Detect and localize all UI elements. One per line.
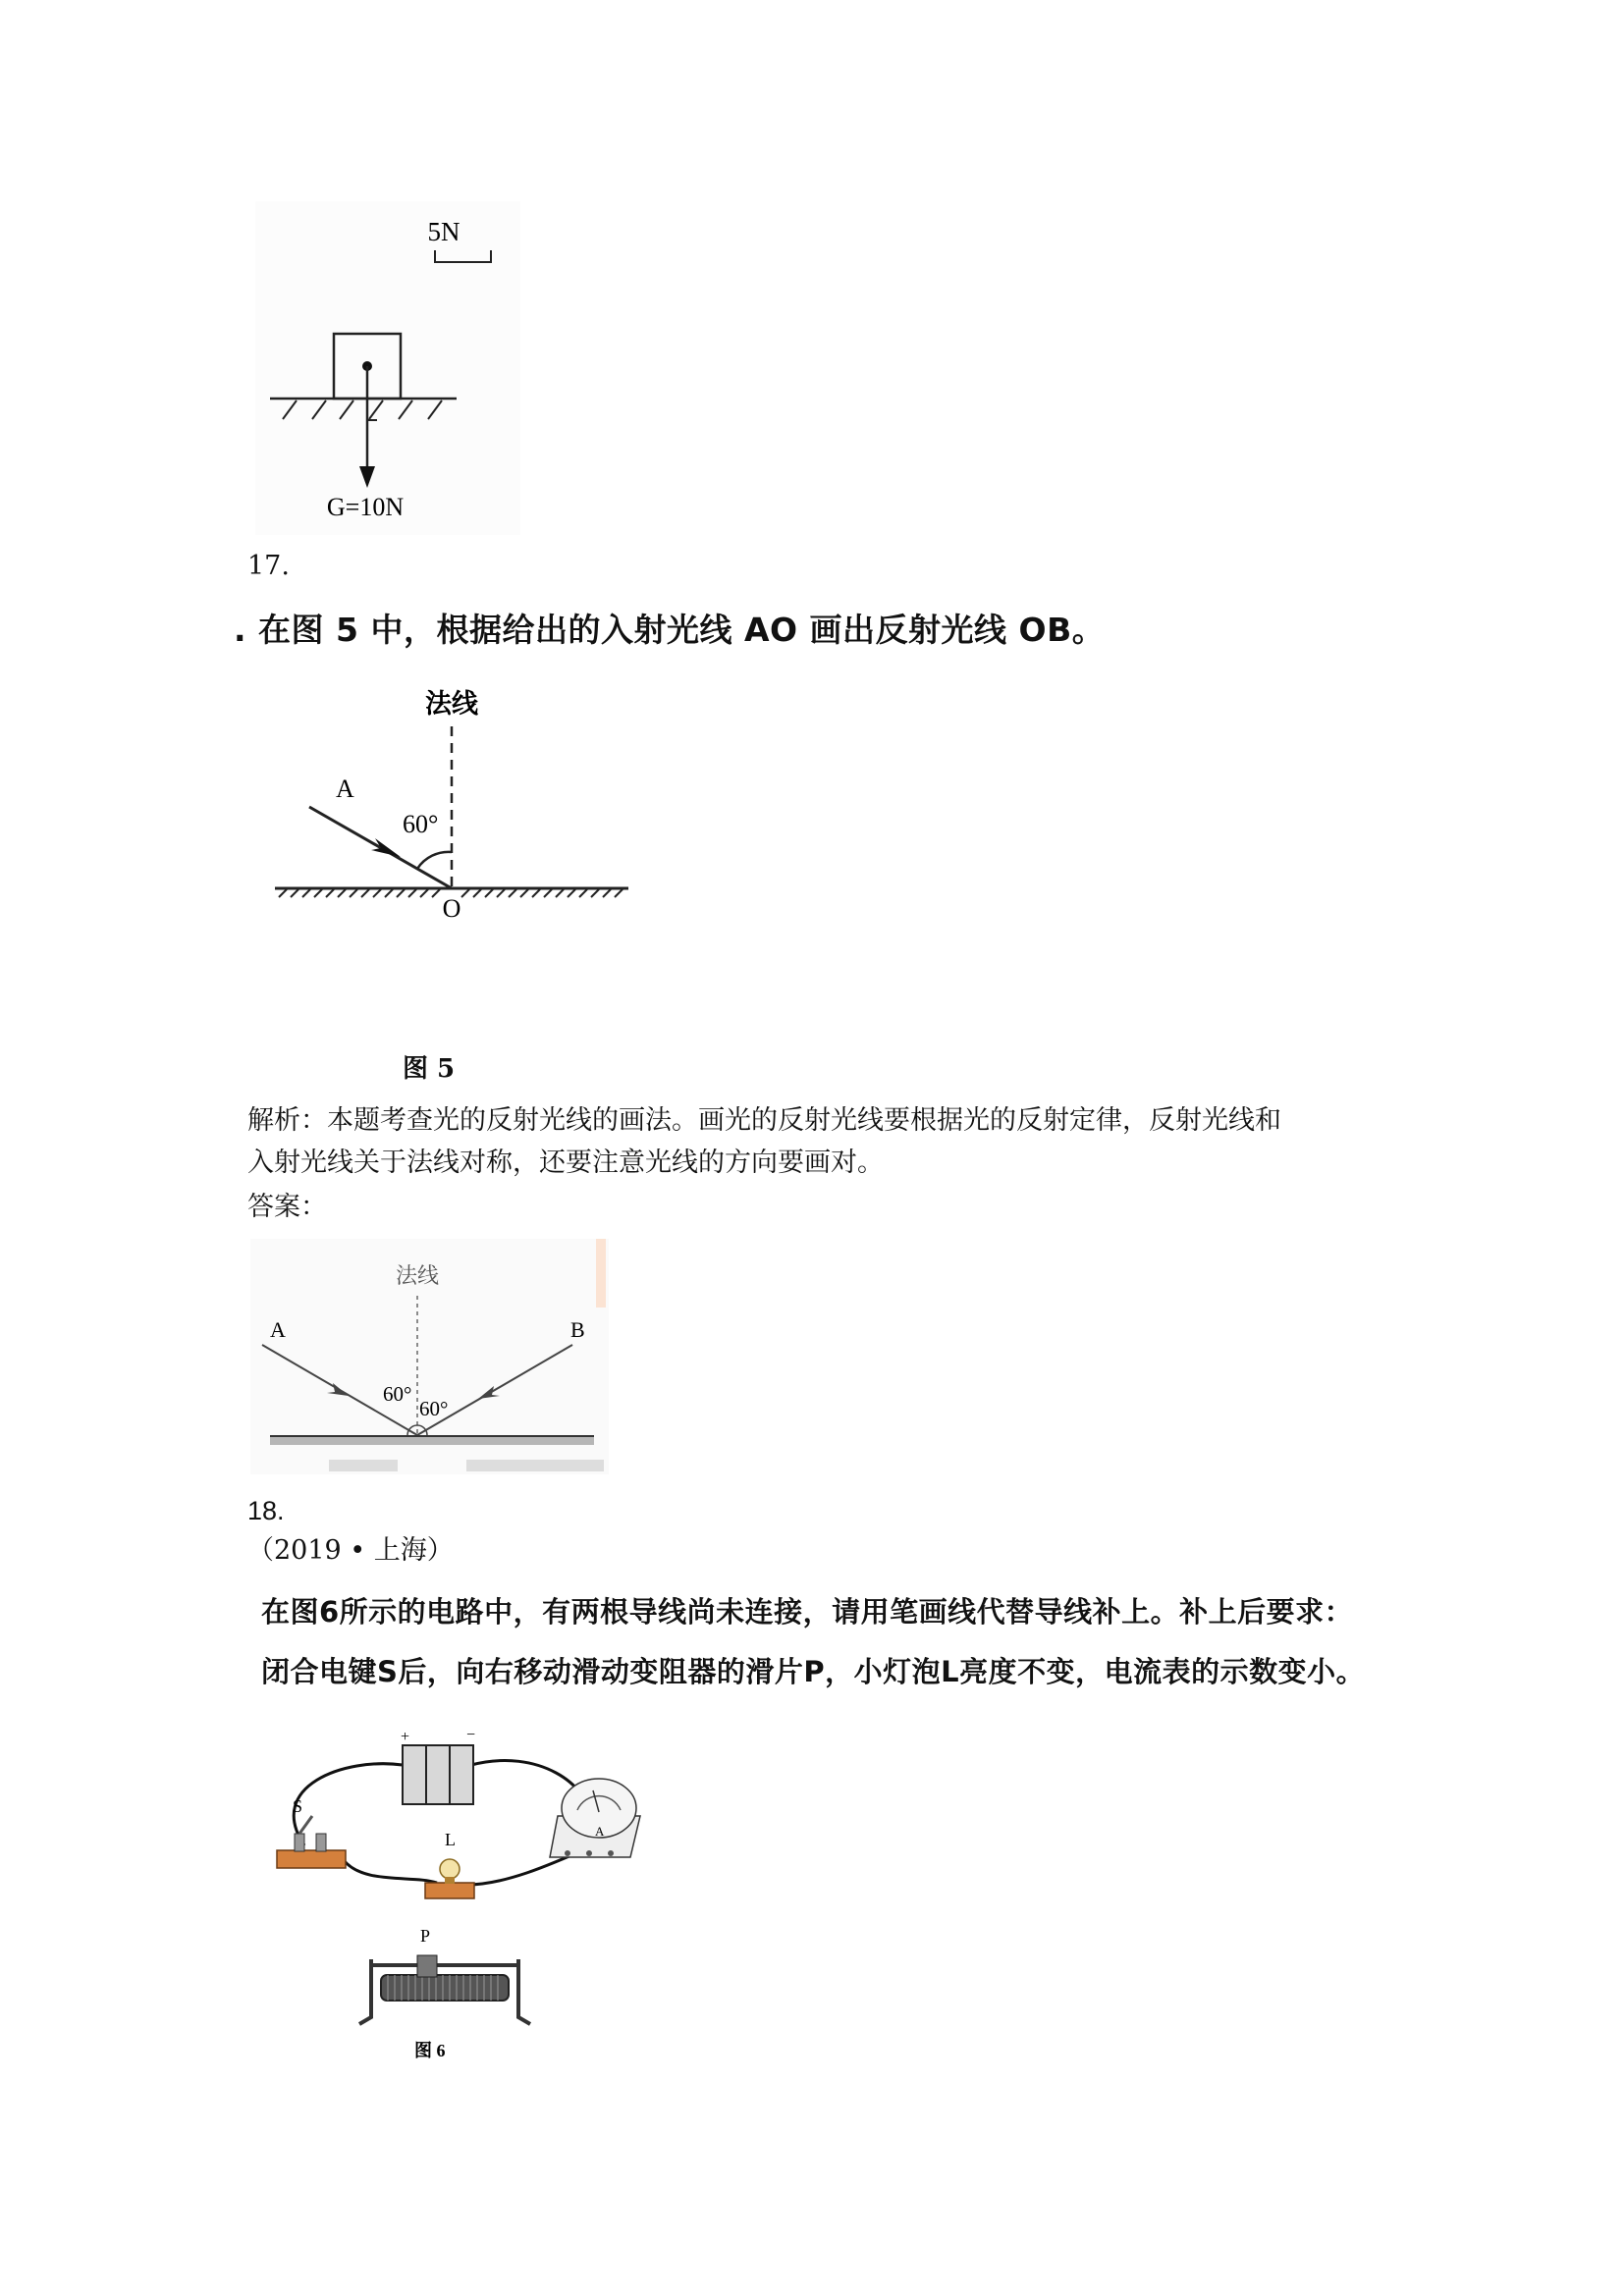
- answer-bottom-mark-1: [329, 1460, 398, 1471]
- answer-point-a: A: [270, 1317, 286, 1342]
- ammeter: [550, 1779, 640, 1857]
- svg-text:+: +: [401, 1729, 410, 1745]
- point-a-label: A: [336, 774, 354, 803]
- figure-5: [265, 677, 638, 923]
- lamp: [425, 1859, 474, 1898]
- figure-6-caption: 图 6: [414, 2041, 446, 2060]
- answer-bottom-mark-2: [466, 1460, 604, 1471]
- switch-label: S: [293, 1796, 303, 1816]
- answer-normal-label: 法线: [395, 1263, 440, 1288]
- ammeter-label: A: [595, 1824, 605, 1839]
- lamp-label: L: [445, 1830, 456, 1849]
- q18-source: （2019 • 上海）: [247, 1535, 454, 1566]
- angle-arc: [417, 852, 452, 869]
- answer-figure: [250, 1239, 609, 1474]
- answer-angle-out: 60°: [419, 1397, 449, 1420]
- incident-arrow-head: [371, 838, 401, 857]
- svg-text:−: −: [466, 1728, 476, 1743]
- wire-switch-battery: [294, 1764, 403, 1845]
- wire-switch-lamp: [344, 1860, 437, 1883]
- scale-label: 5N: [427, 217, 460, 246]
- q17-analysis-line1: 解析：本题考查光的反射光线的画法。画光的反射光线要根据光的反射定律，反射光线和: [247, 1105, 1281, 1136]
- q18-number: 18.: [247, 1496, 285, 1525]
- q17-number: 17.: [247, 551, 290, 581]
- answer-angle-in: 60°: [383, 1382, 412, 1406]
- answer-mirror-hatch: [270, 1437, 594, 1445]
- force-diagram: [255, 201, 520, 535]
- figure-5-caption: 图 5: [403, 1054, 456, 1084]
- q18-question-line2: 闭合电键S后，向右移动滑动变阻器的滑片P，小灯泡L亮度不变，电流表的示数变小。: [261, 1655, 1366, 1688]
- rheostat: [359, 1955, 530, 2024]
- normal-label: 法线: [425, 689, 478, 719]
- angle-label: 60°: [403, 810, 439, 838]
- answer-point-b: B: [570, 1317, 585, 1342]
- battery: [401, 1728, 475, 1804]
- figure-6-circuit: [265, 1728, 658, 2066]
- q17-question: . 在图 5 中，根据给出的入射光线 AO 画出反射光线 OB。: [234, 611, 1106, 649]
- gravity-label: G=10N: [326, 493, 405, 521]
- q17-answer-label: 答案：: [247, 1192, 327, 1222]
- q18-question-line1: 在图6所示的电路中，有两根导线尚未连接，请用笔画线代替导线补上。补上后要求：: [261, 1595, 1354, 1629]
- q17-analysis-line2: 入射光线关于法线对称，还要注意光线的方向要画对。: [247, 1148, 884, 1178]
- slider-label: P: [420, 1926, 431, 1946]
- point-o-label: O: [442, 894, 461, 923]
- switch: [277, 1816, 346, 1868]
